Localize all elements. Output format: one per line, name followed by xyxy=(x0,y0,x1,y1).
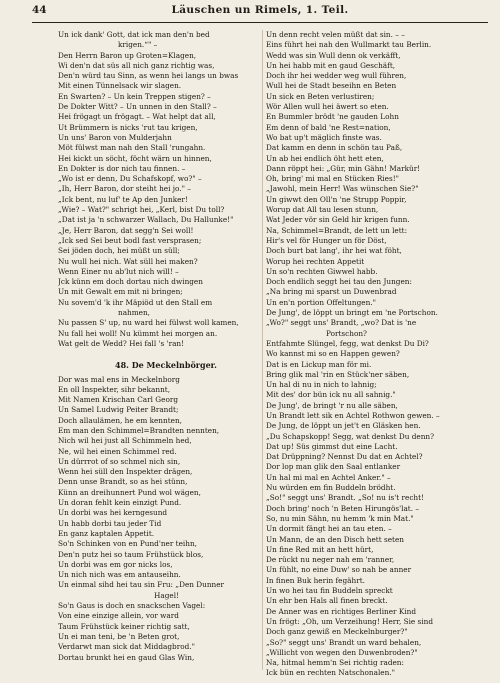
verse-line: De Jung', de bringt 'r nu alle säben, xyxy=(266,400,398,410)
verse-line: Na, hitmal hemm'n Sei richtig raden: xyxy=(266,658,404,668)
verse-line: Möt fülwst man nah den Stall 'rungahn. xyxy=(58,143,206,153)
verse-line: Ick bün en rechten Natschonalen." xyxy=(266,668,395,678)
verse-line: Un so'n rechten Giwwel habb. xyxy=(266,266,378,276)
verse-line: Nu passen S' up, nu ward hei fülwst woll kamen, xyxy=(58,318,239,328)
stanza-gap xyxy=(58,349,274,359)
verse-line: So'n Gaus is doch en snackschen Vagel: xyxy=(58,601,206,611)
verse-line: Worup hei rechten Appetit xyxy=(266,256,365,266)
verse-line: Ne, wil hei einen Schimmel red. xyxy=(58,446,177,456)
verse-line: So, nu min Sähn, nu hemm 'k min Mat." xyxy=(266,513,414,523)
verse-line: Un ei man teni, be 'n Beten grot, xyxy=(58,631,180,641)
verse-line: Em denn of bald 'ne Rest=nation, xyxy=(266,122,391,132)
poem-heading: 48. De Meckelnbörger. xyxy=(115,359,217,370)
verse-line: Un mit Gewalt em mit ni bringen; xyxy=(58,287,183,297)
verse-line: Un en'n portion Offeltungen." xyxy=(266,297,376,307)
verse-line: Un sick en Beten verlustiren; xyxy=(266,91,375,101)
verse-line: Wull hei de Stadt beseihn en Beten xyxy=(266,81,397,91)
verse-line: Un ab hei endlich öht hett eten, xyxy=(266,153,384,163)
verse-line: Un uns' Baron von Mulderjahn xyxy=(58,132,172,142)
verse-line: Dor was mal ens in Meckelnborg xyxy=(58,374,180,384)
verse-line: So'n Schinken von en Pund'ner teihn, xyxy=(58,539,197,549)
verse-line: Wat Jeder vör sin Geld hir krigen funn. xyxy=(266,215,410,225)
verse-line: Künn an dreihunnert Pund wol wägen, xyxy=(58,487,201,497)
verse-line: Nich wil hei just all Schimmeln hed, xyxy=(58,436,192,446)
verse-line: nahmen, xyxy=(118,308,151,318)
verse-line: Un fine Red mit an hett hürt, xyxy=(266,544,374,554)
verse-line: Portschon? xyxy=(326,328,367,338)
verse-line: Un Mann, de an den Disch hett seten xyxy=(266,534,404,544)
verse-line: Wo bat up't mäglich finste was. xyxy=(266,132,382,142)
verse-line: De Jung, de löppt un jet't en Gläsken hen. xyxy=(266,421,421,431)
verse-line: Un habb dorbi tau jeder Tid xyxy=(58,518,162,528)
verse-line: Dat kamm en denn in schön tau Paß, xyxy=(266,143,403,153)
verse-line: Den Herrn Baron up Groten=Klagen, xyxy=(58,50,197,60)
column-divider xyxy=(262,30,263,670)
verse-line: Doch ganz gewiß en Meckelnburger?" xyxy=(266,627,408,637)
verse-line: Un hei habb mit en gaud Geschäft, xyxy=(266,60,396,70)
verse-line: Von eine einzige allein, vor ward xyxy=(58,611,179,621)
verse-line: „Wo?" seggt uns' Brandt, „wo? Dat is 'ne xyxy=(266,318,417,328)
page-number: 44 xyxy=(32,4,47,16)
verse-line: „Du Schapskopp! Segg, wat denkst Du denn? xyxy=(266,431,435,441)
verse-line: Denn unse Brandt, so as hei stünn, xyxy=(58,477,188,487)
verse-line: Bring glik mal 'rin en Stück'ner säben, xyxy=(266,369,410,379)
verse-line: Wat gelt de Wedd? Hei fall 's 'ran! xyxy=(58,338,185,348)
verse-line: De rückt nu neger nah em 'ranner, xyxy=(266,555,395,565)
verse-line: Dortau brunkt hei en gaud Glas Win, xyxy=(58,652,195,662)
verse-line: Un hal mi mal en Achtel Anker." – xyxy=(266,472,391,482)
verse-line: Un doran fehlt kein einzigt Pund. xyxy=(58,498,182,508)
verse-line: En Bummler brödt 'ne gauden Lohn xyxy=(266,112,399,122)
verse-line: De Jung', de löppt un bringt em 'ne Portschon. xyxy=(266,308,438,318)
verse-line: „So!" seggt uns' Brandt. „So! nu is't recht! xyxy=(266,493,424,503)
verse-line: Den'n putz hei so taum Frühstück blos, xyxy=(58,549,204,559)
verse-line: „Na bring mi sparst un Duwenbrad xyxy=(266,287,397,297)
verse-line: Na, Schimmel=Brandt, de lett un lett: xyxy=(266,225,408,235)
verse-line: Un ehr ben Hals all finen breckt. xyxy=(266,596,388,606)
verse-line: Doch endlich seggt hei tau den Jungen: xyxy=(266,277,412,287)
verse-line: Mit Namen Krischan Carl Georg xyxy=(58,395,178,405)
verse-line: Verdarwt man sick dat Middagbrod." xyxy=(58,642,195,652)
verse-line: Hei frögagt un frögagt. – Wat helpt dat all, xyxy=(58,112,216,122)
verse-line: „Willicht von wegen den Duwenbroden?" xyxy=(266,647,418,657)
verse-line: Un dürrrot of so schmel nich sin, xyxy=(58,456,181,466)
verse-line: Dat is en Lickup man för mi. xyxy=(266,359,372,369)
verse-line: Un dorbi was em gor nicks los, xyxy=(58,559,173,569)
verse-line: Doch ihr hei wedder weg wull führen, xyxy=(266,71,407,81)
verse-line: Un Samel Ludwig Peiter Brandt; xyxy=(58,405,179,415)
verse-line: Mit des' dor bün ick nu all sahnig." xyxy=(266,390,396,400)
verse-line: „So?" seggt uns' Brandt un ward behalen, xyxy=(266,637,422,647)
verse-line: „Wo ist er denn, Du Schafskopf, wo?" – xyxy=(58,174,202,184)
verse-line: In finen Buk herin fegährt. xyxy=(266,575,365,585)
verse-line: Un dorbi was hei kerngesund xyxy=(58,508,168,518)
verse-line: Taum Frühstück keiner richtig satt, xyxy=(58,621,190,631)
verse-line: Un giwwt den Oll'n 'ne Strupp Poppir, xyxy=(266,194,407,204)
verse-line: Wedd was sin Wull denn ok verkäfft, xyxy=(266,50,401,60)
verse-line: Jck künn em doch dortau nich dwingen xyxy=(58,277,203,287)
verse-line: Dat up! Süs gimmst dut eine Lacht. xyxy=(266,441,398,451)
verse-line: Wi den'n dat süs all nich ganz richtig was, xyxy=(58,60,215,70)
verse-line: Nu sovem'd 'k ihr Mäpiöd ut den Stall em xyxy=(58,297,213,307)
verse-line: „Wie? – Wat?" schrigt hei, „Kerl, bist Du toll? xyxy=(58,205,225,215)
verse-line: Nu würden em fin Buddeln brödht. xyxy=(266,483,396,493)
verse-line: Doch burt bat lang', ihr hei wat föht, xyxy=(266,246,402,256)
verse-line: De Anner was en richtiges Berliner Kind xyxy=(266,606,417,616)
verse-line: Un fühlt, no eine Duw' so nah be anner xyxy=(266,565,412,575)
verse-line: Dann röppt hei: „Gür, min Gähn! Markür! xyxy=(266,163,421,173)
running-title: Läuschen un Rimels, 1. Teil. xyxy=(171,4,349,16)
verse-line: Un ick dank' Gott, dat ick man den'n bed xyxy=(58,30,210,39)
verse-line: Nu wull hei nich. Wat süll hei maken? xyxy=(58,256,198,266)
verse-line: De Dokter Witt? – Un unnen in den Stall? – xyxy=(58,102,217,112)
verse-line: „Ick sed Sei beut bodl fast versprasen; xyxy=(58,235,202,245)
verse-line: „Dat ist ja 'n schwarzer Wallach, Du Hallunke!" xyxy=(58,215,234,225)
verse-line: Wenn hei süll den Inspekter drägen, xyxy=(58,467,193,477)
verse-line: Un denn recht velen müßt dat sin. – – xyxy=(266,30,405,39)
verse-line: Un hal di nu in nich to lahnig; xyxy=(266,380,377,390)
verse-line: Un Brandt lett sik en Achtel Rothwon gewen. – xyxy=(266,410,440,420)
verse-line: „Je, Herr Baron, dat segg'n Sei woll! xyxy=(58,225,194,235)
verse-line: Un einmal sihd hei tau sin Fru: „Den Dunner xyxy=(58,580,225,590)
verse-line: Em man den Schimmel=Brandten nennten, xyxy=(58,425,220,435)
verse-line: Wör Allen wull hei äwert so eten. xyxy=(266,102,389,112)
verse-line: Hagel! xyxy=(154,590,179,600)
left-column xyxy=(58,30,274,663)
verse-line: Un nich nich was em antauseihn. xyxy=(58,570,181,580)
verse-line: Dat Drüppning? Nennst Du dat en Achtel? xyxy=(266,452,423,462)
verse-line: Entfahmte Slüngel, fegg, wat denkst Du Di? xyxy=(266,338,429,348)
page-header xyxy=(32,4,488,20)
verse-line: „Ih, Herr Baron, dor steiht hei jo." – xyxy=(58,184,191,194)
verse-line: Wenn Einer nu ab'lut nich will! – xyxy=(58,266,179,276)
verse-line: Doch allaulämen, he em kennten, xyxy=(58,415,182,425)
verse-line: krigen.“" – xyxy=(118,40,158,50)
header-rule xyxy=(32,22,488,23)
verse-line: En ganz kaptalen Appetit. xyxy=(58,528,155,538)
right-column xyxy=(266,30,482,679)
verse-line: Nu fall hei woll! Nu kümmt hei morgen an. xyxy=(58,328,218,338)
verse-line: Worup dat All tau lesen stunn, xyxy=(266,205,379,215)
verse-line: Un dormit fängt hei an tau eten. – xyxy=(266,524,392,534)
verse-line: Hir's vel för Hunger un för Döst, xyxy=(266,235,387,245)
verse-line: Dor lop man glik den Saal entlanker xyxy=(266,462,401,472)
verse-line: Un frögt: „Oh, um Verzeihung! Herr, Sie sind xyxy=(266,616,434,626)
verse-line: Doch bring' noch 'n Beten Hirungös'lat. – xyxy=(266,503,420,513)
verse-line: Wo kannst mi so en Happen gewen? xyxy=(266,349,400,359)
verse-line: Oh, bring' mi mal en Stücken Ries!" xyxy=(266,174,399,184)
verse-line: „Ick bent, nu luf' te Ap den Junker! xyxy=(58,194,188,204)
verse-line: „Jawohl, mein Herr! Was wünschen Sie?" xyxy=(266,184,419,194)
verse-line: En oll Inspekter, sihr bekannt, xyxy=(58,384,171,394)
verse-line: Eins führt hei nah den Wullmarkt tau Berlin. xyxy=(266,40,432,50)
verse-line: En Dokter is dor nich tau finnen. – xyxy=(58,163,186,173)
verse-line: Mit einen Tünnelsack wir slagen. xyxy=(58,81,182,91)
verse-line: Den'n würd tau Sinn, as wenn hei langs un bwas xyxy=(58,71,239,81)
verse-line: Hei kickt un söcht, föcht wärn un hinnen, xyxy=(58,153,212,163)
verse-line: Sei jöden doch, hei müßt un süll; xyxy=(58,246,180,256)
verse-line: En Swarten? – Un kein Treppen stigen? – xyxy=(58,91,211,101)
verse-line: Ut Brümmern is nicks 'rut tau krigen, xyxy=(58,122,198,132)
verse-line: Un wo hei tau fin Buddeln spreckt xyxy=(266,586,393,596)
